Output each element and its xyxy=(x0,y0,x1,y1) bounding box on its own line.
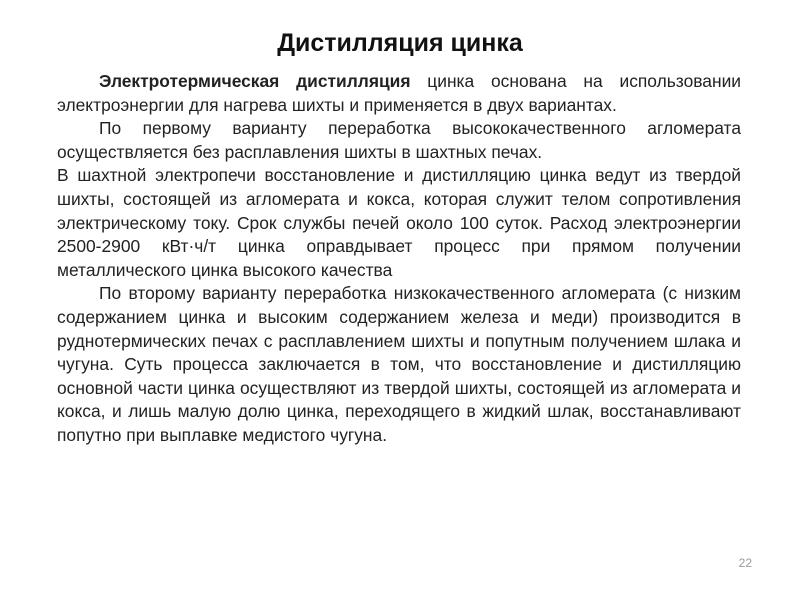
page-number: 22 xyxy=(738,556,752,570)
slide-body xyxy=(57,70,741,448)
lead-term: Электротермическая дистилляция xyxy=(99,71,411,91)
paragraph-variant-two: По второму варианту переработка низкокачественного агломерата (с низким содержанием цинка и высоким содержанием железа и меди) производится в руднотермических печах с расплавлением шихты и попутным получением шлака и чугуна. Суть процесса заключается в том, что восстановление и дистилляцию основной части цинка осуществляют из твердой шихты, состоящей из агломерата и кокса, и лишь малую долю цинка, переходящего в жидкий шлак, восстанавливают попутно при выплавке медистого чугуна. xyxy=(57,283,741,445)
paragraph-intro xyxy=(57,70,741,117)
slide-title: Дистилляция цинка xyxy=(277,29,523,57)
paragraph-shaft-furnace: В шахтной электропечи восстановление и дистилляцию цинка ведут из твердой шихты, состоящей из агломерата и кокса, которая служит телом сопротивления электрическому току. Срок службы печей около 100 суток. Расход электроэнергии 2500-2900 кВт·ч/т цинка оправдывает процесс при прямом получении металлического цинка высокого качества xyxy=(57,165,741,280)
paragraph-intro-text: цинка основана на использовании электроэнергии для нагрева шихты и применяется в двух вариантах. xyxy=(57,71,741,115)
paragraph-variant-one: По первому варианту переработка высококачественного агломерата осуществляется без расплавления шихты в шахтных печах. xyxy=(57,118,741,162)
